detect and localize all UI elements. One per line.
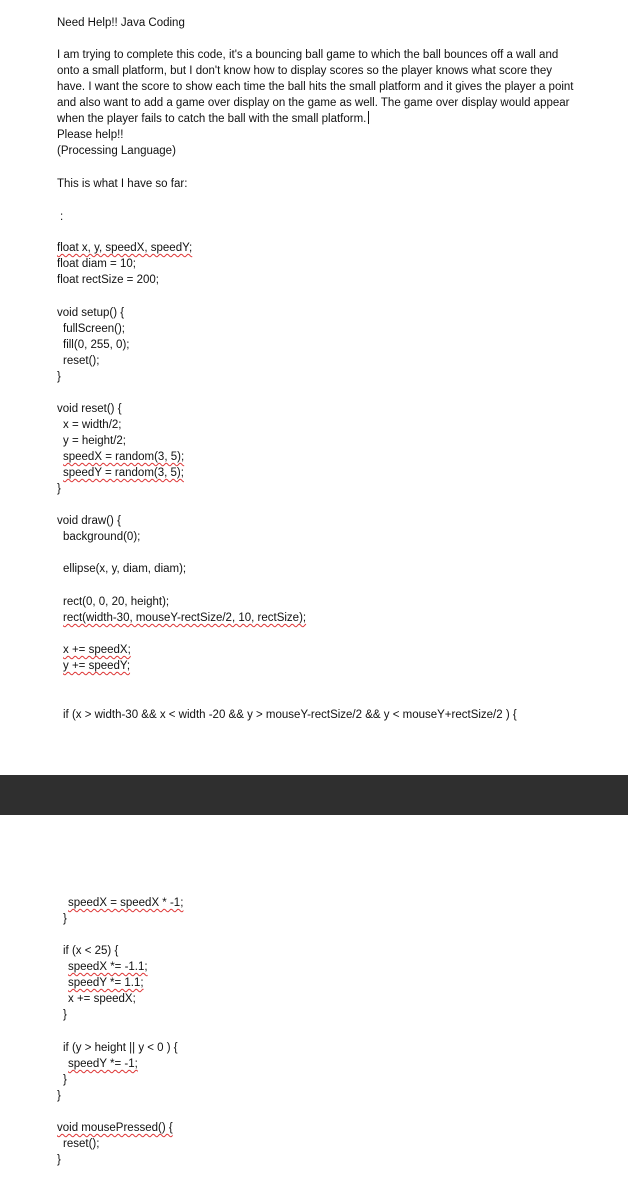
code-line: speedY *= -1; bbox=[68, 1058, 138, 1070]
code-line: } bbox=[57, 371, 61, 383]
question-title: Need Help!! Java Coding bbox=[57, 17, 185, 29]
code-line: rect(0, 0, 20, height); bbox=[63, 596, 170, 608]
code-line: ellipse(x, y, diam, diam); bbox=[63, 563, 187, 575]
code-line: background(0); bbox=[63, 531, 141, 543]
code-line: reset(); bbox=[63, 355, 100, 367]
please-help-text: Please help!! bbox=[57, 129, 124, 141]
code-line: } bbox=[57, 1154, 61, 1166]
code-line: float x, y, speedX, speedY; bbox=[57, 242, 193, 254]
text-cursor bbox=[368, 111, 369, 124]
code-line: y = height/2; bbox=[63, 435, 126, 447]
code-line: speedX *= -1.1; bbox=[68, 961, 148, 973]
page-break-divider bbox=[0, 775, 628, 815]
code-line: reset(); bbox=[63, 1138, 100, 1150]
code-line: fill(0, 255, 0); bbox=[63, 339, 130, 351]
code-line: rect(width-30, mouseY-rectSize/2, 10, rectSize); bbox=[63, 612, 307, 624]
code-line: void mousePressed() { bbox=[57, 1122, 173, 1134]
code-line: } bbox=[63, 1009, 67, 1021]
language-note: (Processing Language) bbox=[57, 145, 176, 157]
code-line: void reset() { bbox=[57, 403, 122, 415]
code-line: } bbox=[63, 913, 67, 925]
code-line: if (y > height || y < 0 ) { bbox=[63, 1042, 178, 1054]
code-line: } bbox=[57, 1090, 61, 1102]
code-line: if (x > width-30 && x < width -20 && y > mouseY-rectSize/2 && y < mouseY+rectSize/2 ) { bbox=[63, 709, 517, 721]
code-line: speedX = speedX * -1; bbox=[68, 897, 184, 909]
code-line: speedY *= 1.1; bbox=[68, 977, 144, 989]
code-line: fullScreen(); bbox=[63, 323, 125, 335]
code-line: } bbox=[57, 483, 61, 495]
code-line: void setup() { bbox=[57, 307, 125, 319]
code-line: float rectSize = 200; bbox=[57, 274, 159, 286]
question-body bbox=[57, 47, 577, 159]
so-far-text: This is what I have so far: bbox=[57, 178, 188, 190]
code-line: y += speedY; bbox=[63, 660, 131, 672]
code-line: void draw() { bbox=[57, 515, 121, 527]
code-line: if (x < 25) { bbox=[63, 945, 119, 957]
intro-text: I am trying to complete this code, it's a bouncing ball game to which the ball bounces off a wall and onto a small platform, but I don't know how to display scores so the player knows what score they have. I want the score to show each time the ball hits the small platform and it gives the player a point and also want to add a game over display on the game as well. The game over display would appear when the player fails to catch the ball with the small platform. bbox=[57, 49, 574, 125]
code-line: speedX = random(3, 5); bbox=[63, 451, 185, 463]
code-line: x += speedX; bbox=[68, 993, 136, 1005]
code-line: x = width/2; bbox=[63, 419, 122, 431]
code-line: speedY = random(3, 5); bbox=[63, 467, 184, 479]
code-line: } bbox=[63, 1074, 67, 1086]
code-line: float diam = 10; bbox=[57, 258, 136, 270]
colon-mark: : bbox=[60, 211, 64, 223]
code-line: x += speedX; bbox=[63, 644, 131, 656]
